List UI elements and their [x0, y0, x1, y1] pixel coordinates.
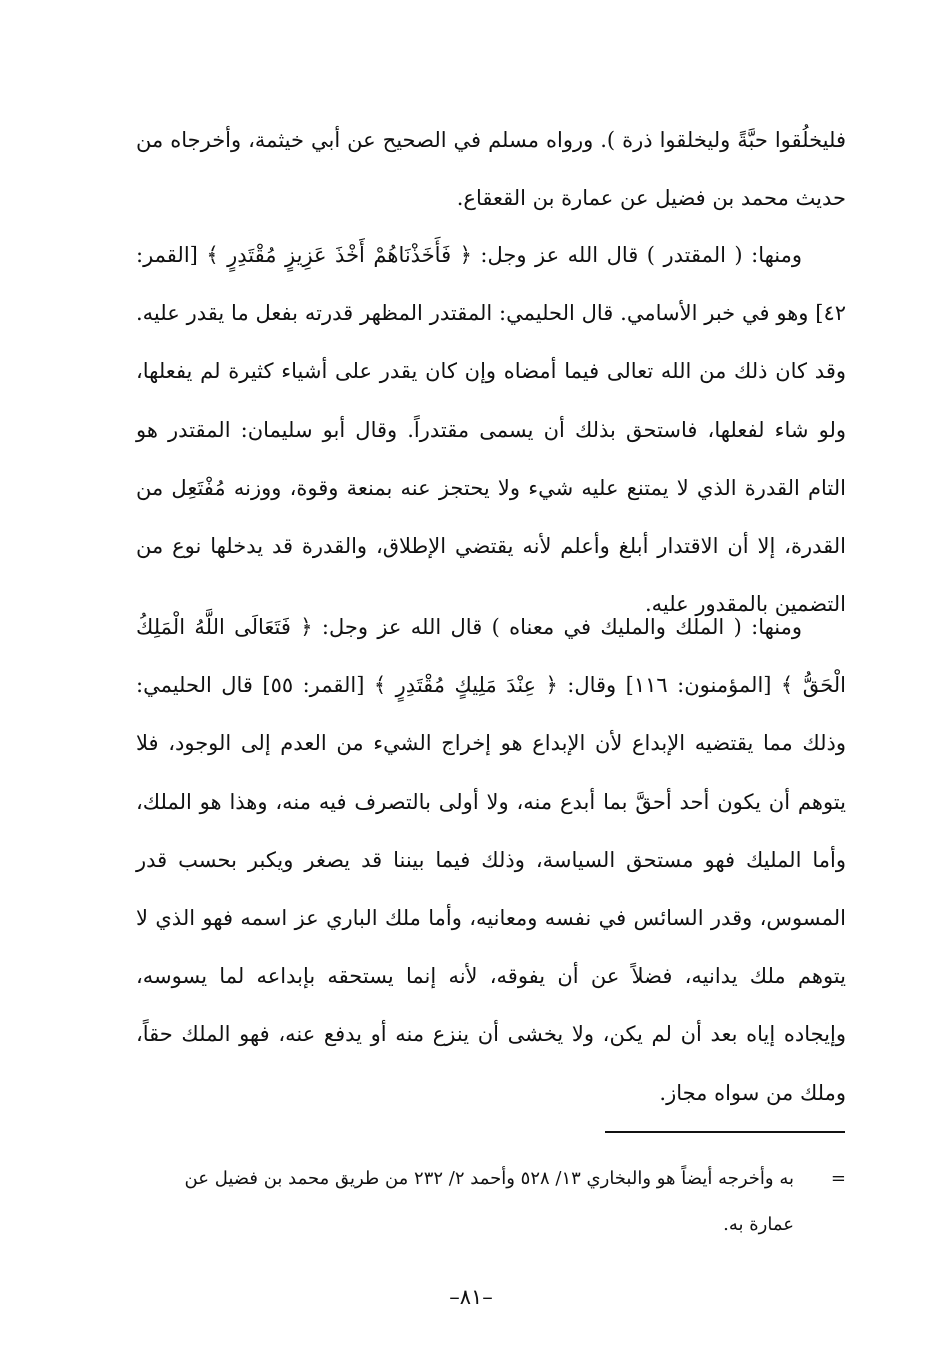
paragraph-text: فليخلُقوا حبَّةً وليخلقوا ذرة ). ورواه مسلم في الصحيح عن أبي خيثمة، وأخرجاه من حديث محمد بن فضيل عن عمارة بن القعقاع.: [136, 128, 846, 211]
footnote: [136, 1156, 846, 1248]
paragraph-hadith-continuation: [136, 111, 846, 227]
page-number: –٨١–: [449, 1285, 493, 1309]
footnote-text: به وأخرجه أيضاً هو والبخاري ١٣/ ٥٢٨ وأحمد ٢/ ٢٣٢ من طريق محمد بن فضيل عن عمارة به.: [184, 1168, 794, 1235]
paragraph-al-muqtadir: [136, 226, 846, 633]
paragraph-text: ومنها: ( الملك والمليك في معناه ) قال الله عز وجل: ﴿ فَتَعَالَى اللَّهُ الْمَلِكُ الْحَقُّ ﴾ [المؤمنون: ١١٦] وقال: ﴿ عِنْدَ مَلِيكٍ مُقْتَدِرٍ ﴾ [القمر: ٥٥] قال الحليمي: وذلك مما يقتضيه الإبداع لأن الإبداع هو إخراج الشيء من العدم إلى الوجود، فلا يتوهم أن يكون أحد أحقَّ بما أبدع منه، ولا أولى بالتصرف فيه منه، وهذا هو الملك، وأما المليك فهو مستحق السياسة، وذلك فيما بيننا قد يصغر ويكبر بحسب قدر المسوس، وقدر السائس في نفسه ومعانيه، وأما ملك الباري عز اسمه فهو الذي لا يتوهم ملك يدانيه، فضلاً عن أن يفوقه، لأنه إنما يستحقه بإبداعه لما يسوسه، وإيجاده إياه بعد أن لم يكن، ولا يخشى أن ينزع منه أو يدفع عنه، فهو الملك حقاً، وملك من سواه مجاز.: [136, 615, 846, 1105]
paragraph-text: ومنها: ( المقتدر ) قال الله عز وجل: ﴿ فَأَخَذْنَاهُمْ أَخْذَ عَزِيزٍ مُقْتَدِرٍ ﴾ [القمر: ٤٢] وهو في خبر الأسامي. قال الحليمي: المقتدر المظهر قدرته بفعل ما يقدر عليه. وقد كان ذلك من الله تعالى فيما أمضاه وإن كان يقدر على أشياء كثيرة لم يفعلها، ولو شاء لفعلها، فاستحق بذلك أن يسمى مقتدراً. وقال أبو سليمان: المقتدر هو التام القدرة الذي لا يمتنع عليه شيء ولا يحتجز عنه بمنعة وقوة، ووزنه مُفْتَعِل من القدرة، إلا أن الاقتدار أبلغ وأعلم لأنه يقتضي الإطلاق، والقدرة قد يدخلها نوع من التضمين بالمقدور عليه.: [136, 243, 846, 617]
paragraph-al-malik: [136, 598, 846, 1122]
footnote-divider: [605, 1131, 845, 1133]
footnote-continuation-marker: =: [830, 1168, 846, 1189]
